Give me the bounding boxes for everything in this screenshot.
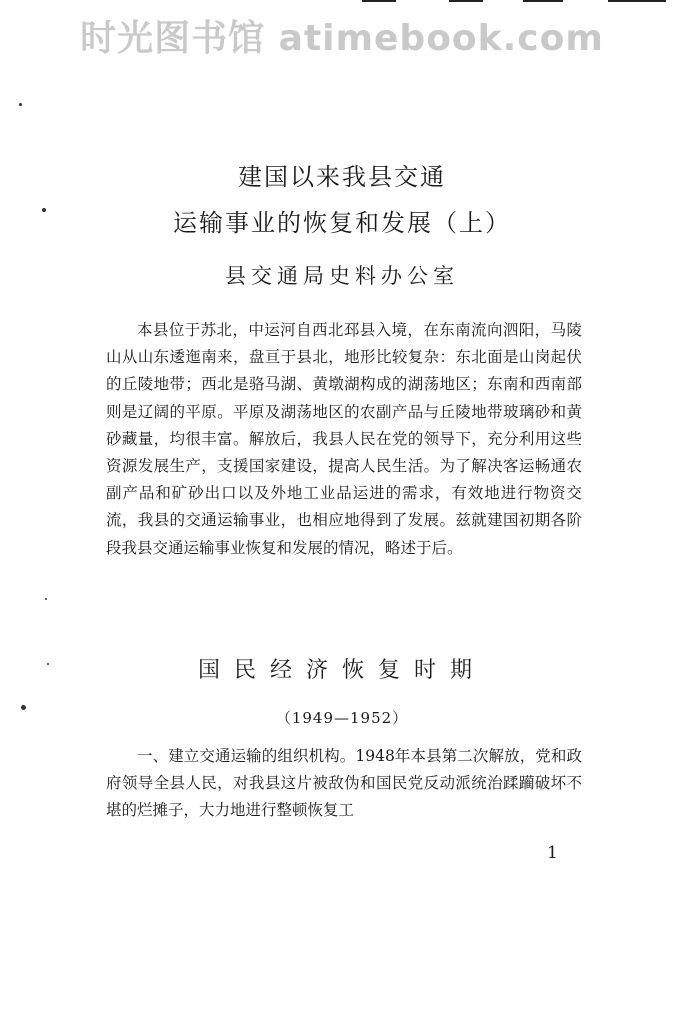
author-line: 县交通局史料办公室 (225, 264, 459, 288)
scan-speck (45, 598, 47, 600)
intro-paragraph: 本县位于苏北，中运河自西北邳县入境，在东南流向泗阳，马陵山从山东逶迤南来，盘亘于县北，地形比较复杂：东北面是山岗起伏的丘陵地带；西北是骆马湖、黄墩湖构成的湖荡地区；东南和西南部则是辽阔的平原。平原及湖荡地区的农副产品与丘陵地带玻璃砂和黄砂藏量，均很丰富。解放后，我县人民在党的领导下，充分利用这些资源发展生产，支援国家建设，提高人民生活。为了解决客运畅通农副产品和矿砂出口以及外地工业品运进的需求，有效地进行物资交流，我县的交通运输事业，也相应地得到了发展。兹就建国初期各阶段我县交通运输事业恢复和发展的情况，略述于后。 (106, 321, 582, 557)
top-edge-mark (449, 0, 483, 2)
scan-speck (19, 103, 22, 106)
section-period: （1949—1952） (275, 709, 409, 727)
top-edge-mark (523, 0, 563, 2)
page-number: 1 (547, 843, 558, 863)
top-edge-mark (608, 0, 666, 2)
top-edge-mark (362, 0, 396, 2)
section-paragraph: 一、建立交通运输的组织机构。1948年本县第二次解放，党和政府领导全县人民，对我县这片被敌伪和国民党反动派统治蹂躏破坏不堪的烂摊子，大力地进行整顿恢复工 (106, 747, 582, 820)
document-title-line-2: 运输事业的恢复和发展（上） (173, 209, 511, 237)
section-heading: 国民经济恢复时期 (197, 658, 486, 683)
document-title-line-1: 建国以来我县交通 (238, 163, 446, 191)
watermark: 时光图书馆 atimebook.com (80, 18, 604, 59)
